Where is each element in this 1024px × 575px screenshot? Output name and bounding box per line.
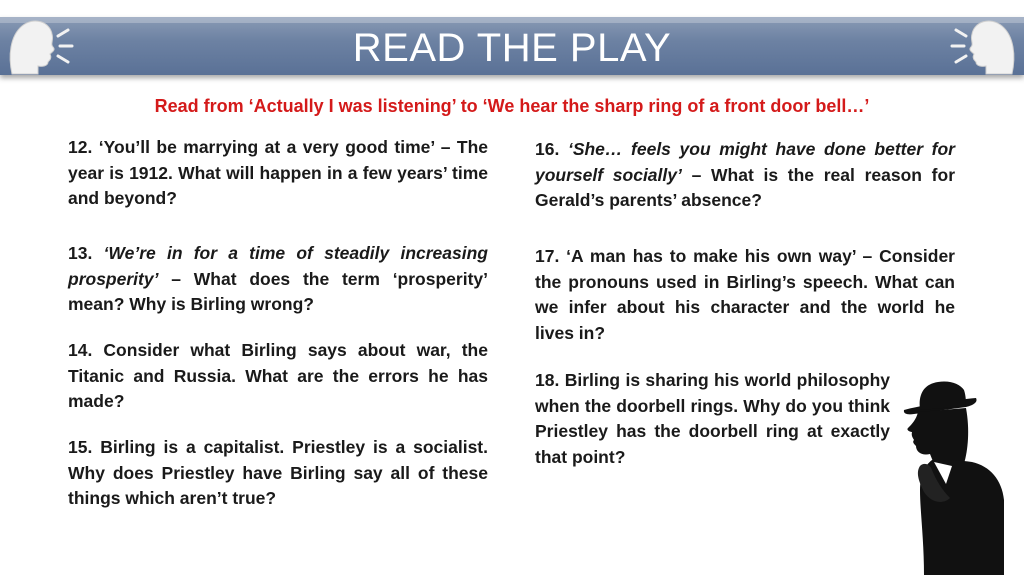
reading-instruction: Read from ‘Actually I was listening’ to ‘We hear the sharp ring of a front door bell…’: [154, 96, 870, 116]
question-16: [535, 137, 955, 214]
speaking-head-icon: [4, 16, 78, 76]
question-13: [68, 241, 488, 318]
page-title: READ THE PLAY: [352, 26, 672, 70]
question-17: 17. ‘A man has to make his own way’ – Consider the pronouns used in Birling’s speech. What can we infer about his character and the world he lives in?: [535, 246, 955, 343]
question-13-number: 13.: [68, 243, 93, 263]
question-12: 12. ‘You’ll be marrying at a very good time’ – The year is 1912. What will happen in a few years’ time and beyond?: [68, 137, 488, 208]
speaking-head-icon: [946, 16, 1020, 76]
question-16-rest: – What is the real reason for Gerald’s parents’ absence?: [535, 164, 955, 210]
question-15: 15. Birling is a capitalist. Priestley is a socialist. Why does Priestley have Birling say all of these things which aren’t true?: [68, 437, 488, 508]
question-16-number: 16.: [535, 139, 560, 159]
man-in-hat-silhouette-icon: [894, 380, 1004, 575]
question-18: 18. Birling is sharing his world philosophy when the doorbell rings. Why do you think Priestley has the doorbell ring at exactly that point?: [535, 370, 890, 467]
question-13-quote: ‘We’re in for a time of steadily increasing prosperity’: [68, 243, 488, 289]
question-16-quote: ‘She… feels you might have done better for yourself socially’: [535, 139, 955, 185]
question-14: 14. Consider what Birling says about war, the Titanic and Russia. What are the errors he has made?: [68, 340, 488, 411]
question-13-rest: – What does the term ‘prosperity’ mean? Why is Birling wrong?: [68, 268, 488, 314]
